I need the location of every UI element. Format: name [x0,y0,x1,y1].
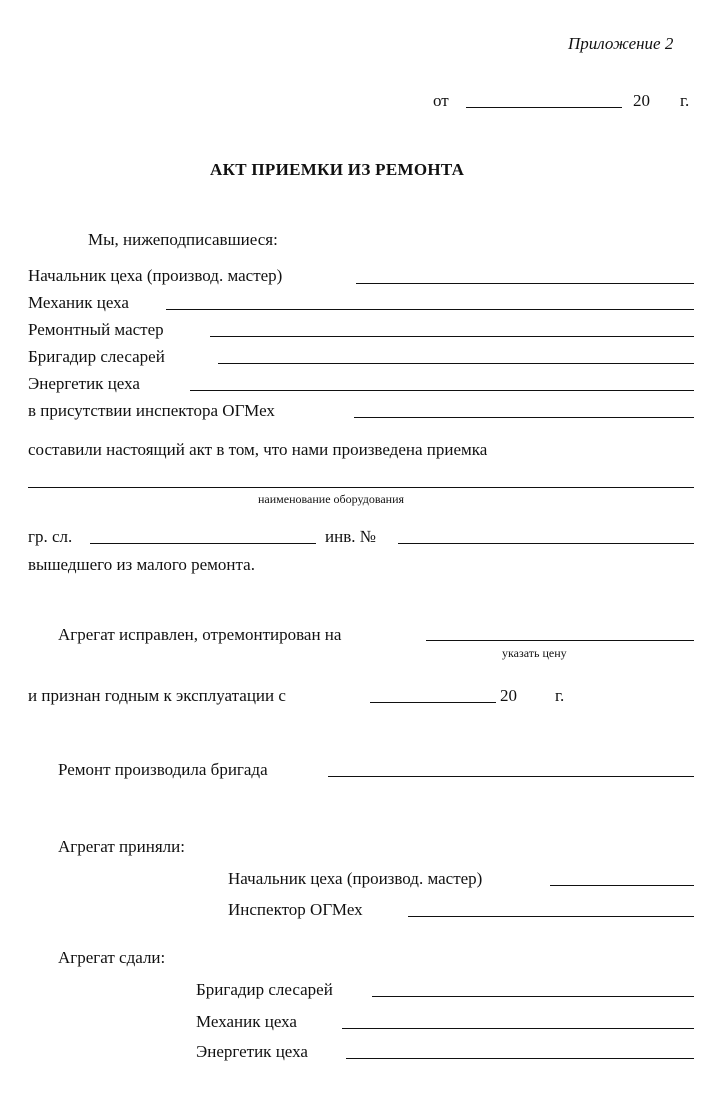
signer-power-engineer-line [190,390,694,391]
accepted-label: Агрегат приняли: [58,837,185,856]
inv-line [398,543,694,544]
group-line [90,543,316,544]
brigade-line [328,776,694,777]
accepted-inspector: Инспектор ОГМех [228,900,363,919]
brigade-text: Ремонт производила бригада [58,760,268,779]
handed-mechanic-line [342,1028,694,1029]
fit-year: 20 [500,686,517,705]
date-from-label: от [433,91,449,110]
handed-foreman: Бригадир слесарей [196,980,333,999]
signer-foreman: Бригадир слесарей [28,347,165,366]
handed-label: Агрегат сдали: [58,948,166,967]
repaired-text: Агрегат исправлен, отремонтирован на [58,625,342,644]
handed-mechanic: Механик цеха [196,1012,297,1031]
fit-date-line [370,702,496,703]
handed-power-engineer-line [346,1058,694,1059]
accepted-inspector-line [408,916,694,917]
group-label: гр. сл. [28,527,73,546]
price-line [426,640,694,641]
inv-label: инв. № [325,527,376,546]
date-year: 20 [633,91,650,110]
appendix-label: Приложение 2 [568,34,674,53]
price-caption: указать цену [502,646,567,660]
accepted-shop-chief-line [550,885,694,886]
handed-foreman-line [372,996,694,997]
fit-suffix: г. [555,686,565,705]
accepted-shop-chief: Начальник цеха (производ. мастер) [228,869,483,888]
signer-foreman-line [218,363,694,364]
fit-text: и признан годным к эксплуатации с [28,686,286,705]
intro-text: Мы, нижеподписавшиеся: [88,230,278,249]
signer-inspector-line [354,417,694,418]
equipment-caption: наименование оборудования [258,492,405,506]
date-line [466,107,622,108]
signer-shop-chief: Начальник цеха (производ. мастер) [28,266,283,285]
equipment-line [28,487,694,488]
signer-shop-chief-line [356,283,694,284]
handed-power-engineer: Энергетик цеха [196,1042,308,1061]
signer-inspector: в присутствии инспектора ОГМех [28,401,275,420]
signer-repair-master: Ремонтный мастер [28,320,164,339]
signer-repair-master-line [210,336,694,337]
document-title: АКТ ПРИЕМКИ ИЗ РЕМОНТА [210,160,465,179]
statement-text: составили настоящий акт в том, что нами произведена приемка [28,440,488,459]
date-suffix: г. [680,91,690,110]
repair-text: вышедшего из малого ремонта. [28,555,255,574]
signer-mechanic-line [166,309,694,310]
signer-mechanic: Механик цеха [28,293,129,312]
signer-power-engineer: Энергетик цеха [28,374,140,393]
